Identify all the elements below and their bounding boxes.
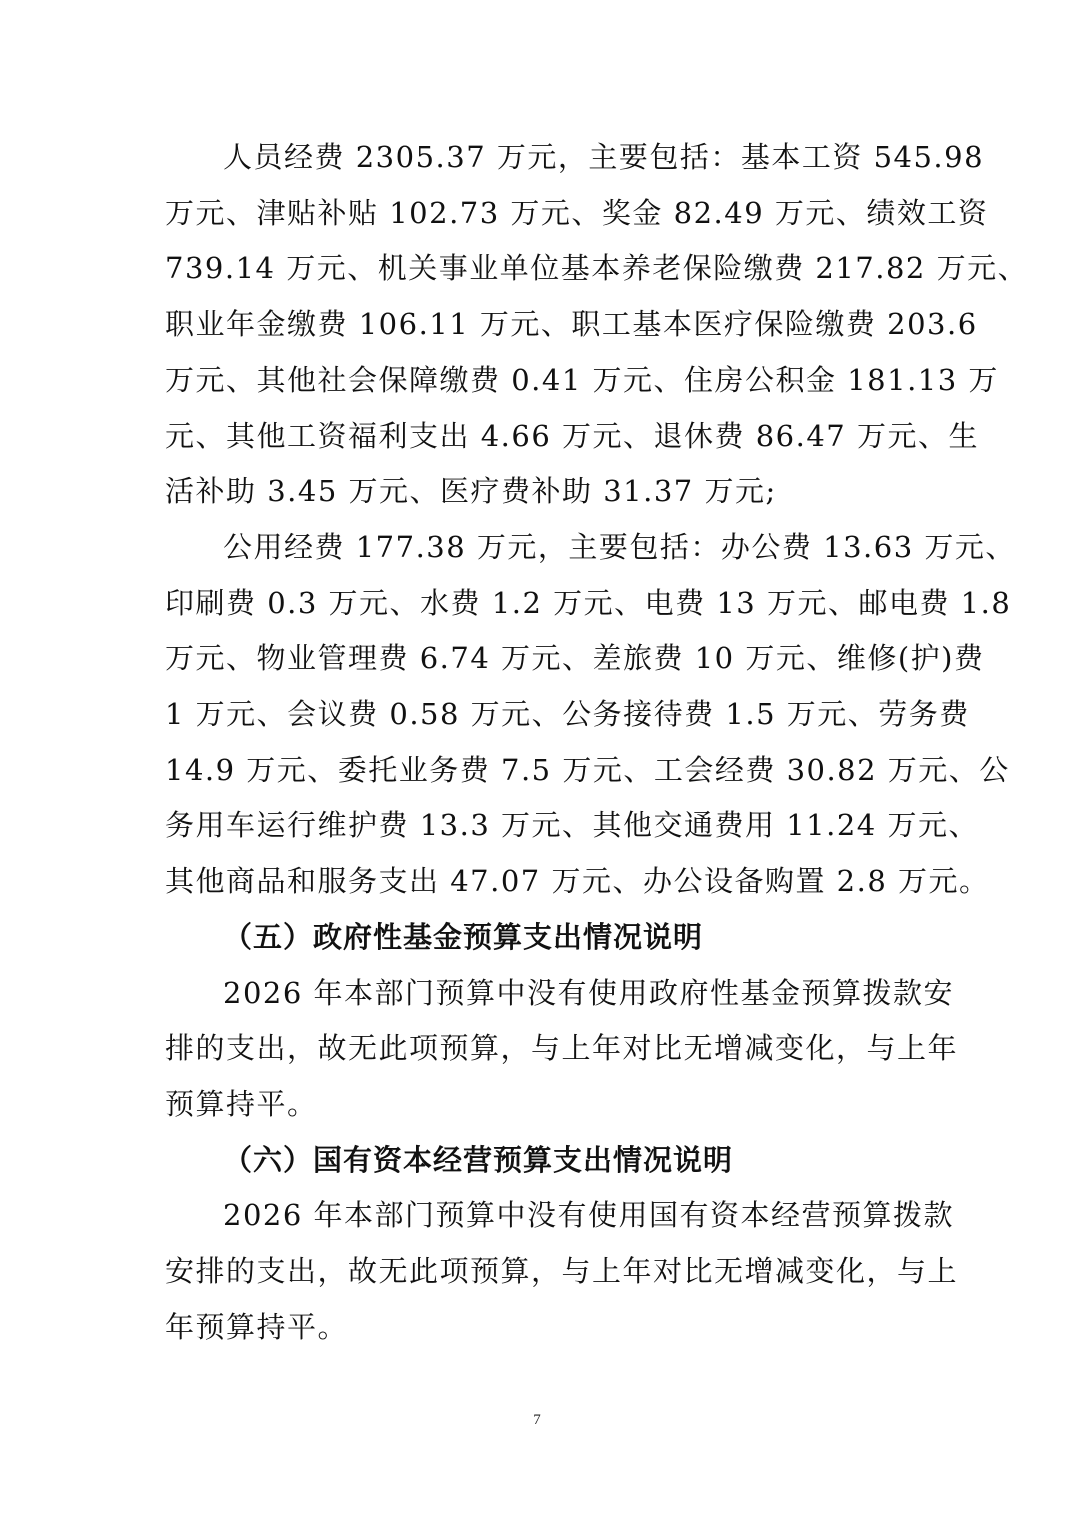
text-line: 万元、津贴补贴 102.73 万元、奖金 82.49 万元、绩效工资 <box>165 195 989 230</box>
paragraph-government-fund <box>165 966 959 1133</box>
text-line: 印刷费 0.3 万元、水费 1.2 万元、电费 13 万元、邮电费 1.8 <box>165 585 1012 620</box>
text-line: 739.14 万元、机关事业单位基本养老保险缴费 217.82 万元、 <box>165 251 1029 286</box>
text-line: 2026 年本部门预算中没有使用政府性基金预算拨款安 <box>223 975 955 1010</box>
section-heading-state-capital: （六）国有资本经营预算支出情况说明 <box>223 1142 734 1177</box>
text-line: 2026 年本部门预算中没有使用国有资本经营预算拨款 <box>223 1198 955 1233</box>
text-line: 元、其他工资福利支出 4.66 万元、退休费 86.47 万元、生 <box>165 418 979 453</box>
text-line: 预算持平。 <box>165 1086 318 1121</box>
text-line: 万元、物业管理费 6.74 万元、差旅费 10 万元、维修(护)费 <box>165 641 985 676</box>
text-line: 务用车运行维护费 13.3 万元、其他交通费用 11.24 万元、 <box>165 808 979 843</box>
paragraph-public-expenses <box>165 520 1016 910</box>
text-line: 人员经费 2305.37 万元，主要包括：基本工资 545.98 <box>223 140 985 174</box>
document-body <box>165 130 1029 1355</box>
text-line: 其他商品和服务支出 47.07 万元、办公设备购置 2.8 万元。 <box>165 864 990 899</box>
text-line: 公用经费 177.38 万元，主要包括：办公费 13.63 万元、 <box>223 529 1016 564</box>
paragraph-personnel-expenses <box>165 130 1029 520</box>
text-line: 安排的支出，故无此项预算，与上年对比无增减变化，与上 <box>165 1254 959 1289</box>
text-line: 万元、其他社会保障缴费 0.41 万元、住房公积金 181.13 万 <box>165 362 999 397</box>
text-line: 职业年金缴费 106.11 万元、职工基本医疗保险缴费 203.6 <box>165 307 978 342</box>
text-line: 14.9 万元、委托业务费 7.5 万元、工会经费 30.82 万元、公 <box>165 752 1010 787</box>
page-number: 7 <box>533 1412 541 1428</box>
text-line: 排的支出，故无此项预算，与上年对比无增减变化，与上年 <box>165 1031 959 1066</box>
section-heading-government-fund: （五）政府性基金预算支出情况说明 <box>223 919 704 954</box>
paragraph-state-capital <box>165 1188 959 1355</box>
text-line: 年预算持平。 <box>165 1309 349 1344</box>
text-line: 1 万元、会议费 0.58 万元、公务接待费 1.5 万元、劳务费 <box>165 697 970 732</box>
text-line: 活补助 3.45 万元、医疗费补助 31.37 万元; <box>165 474 777 509</box>
